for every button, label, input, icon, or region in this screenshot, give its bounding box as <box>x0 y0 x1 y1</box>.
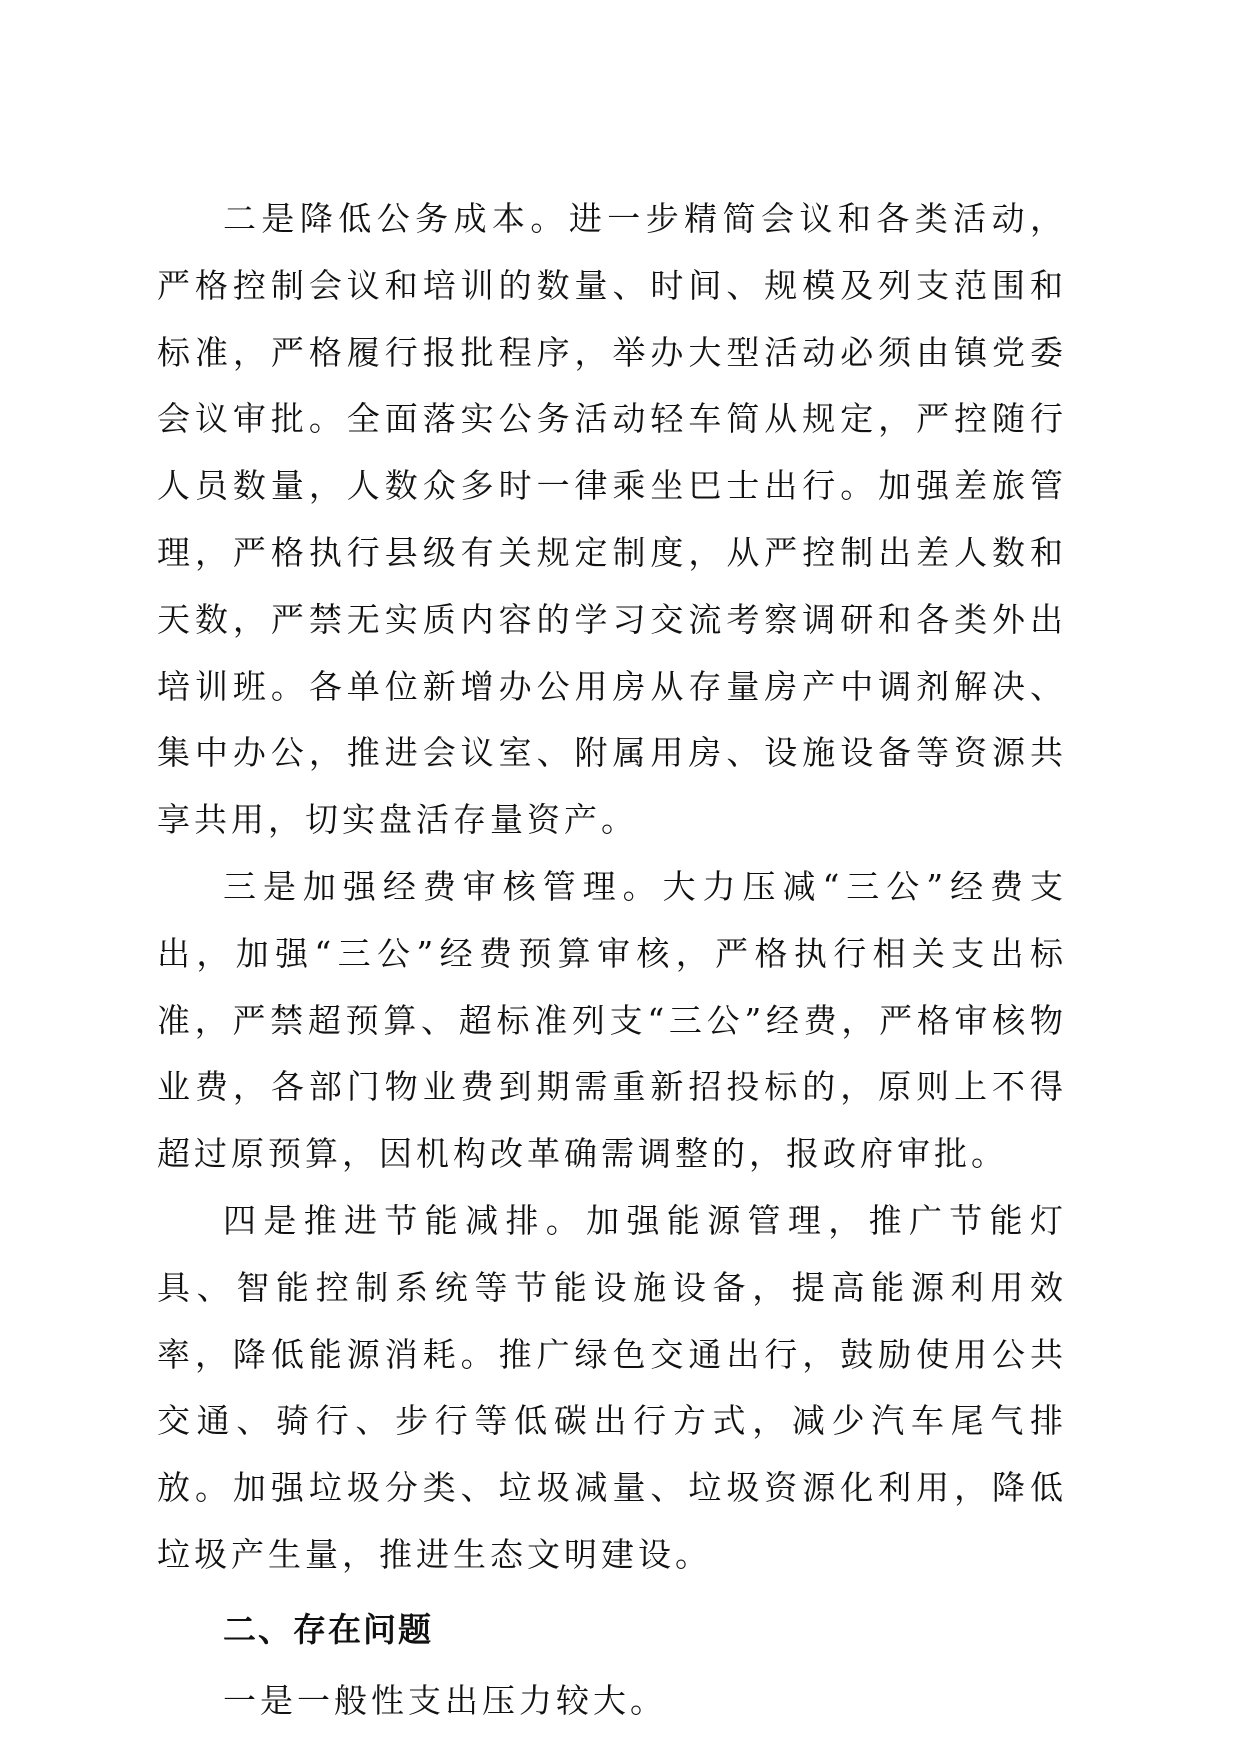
paragraph-reduce-costs: 二是降低公务成本。进一步精简会议和各类活动，严格控制会议和培训的数量、时间、规模及列支范围和标准，严格履行报批程序，举办大型活动必须由镇党委会议审批。全面落实公务活动轻车简从规定，严控随行人员数量，人数众多时一律乘坐巴士出行。加强差旅管理，严格执行县级有关规定制度，从严控制出差人数和天数，严禁无实质内容的学习交流考察调研和各类外出培训班。各单位新增办公用房从存量房产中调剂解决、集中办公，推进会议室、附属用房、设施设备等资源共享共用，切实盘活存量资产。 <box>157 199 1067 840</box>
paragraph-energy-saving: 四是推进节能减排。加强能源管理，推广节能灯具、智能控制系统等节能设施设备，提高能源利用效率，降低能源消耗。推广绿色交通出行，鼓励使用公共交通、骑行、步行等低碳出行方式，减少汽车尾气排放。加强垃圾分类、垃圾减量、垃圾资源化利用，降低垃圾产生量，推进生态文明建设。 <box>157 1200 1067 1574</box>
paragraph-funding-review: 三是加强经费审核管理。大力压减“三公”经费支出，加强“三公”经费预算审核，严格执行相关支出标准，严禁超预算、超标准列支“三公”经费，严格审核物业费，各部门物业费到期需重新招投标的，原则上不得超过原预算，因机构改革确需调整的，报政府审批。 <box>157 866 1067 1174</box>
section-heading: 二、存在问题 <box>223 1609 433 1649</box>
document-body <box>157 186 1067 1734</box>
paragraph-general-expenditure: 一是一般性支出压力较大。 <box>223 1680 667 1720</box>
